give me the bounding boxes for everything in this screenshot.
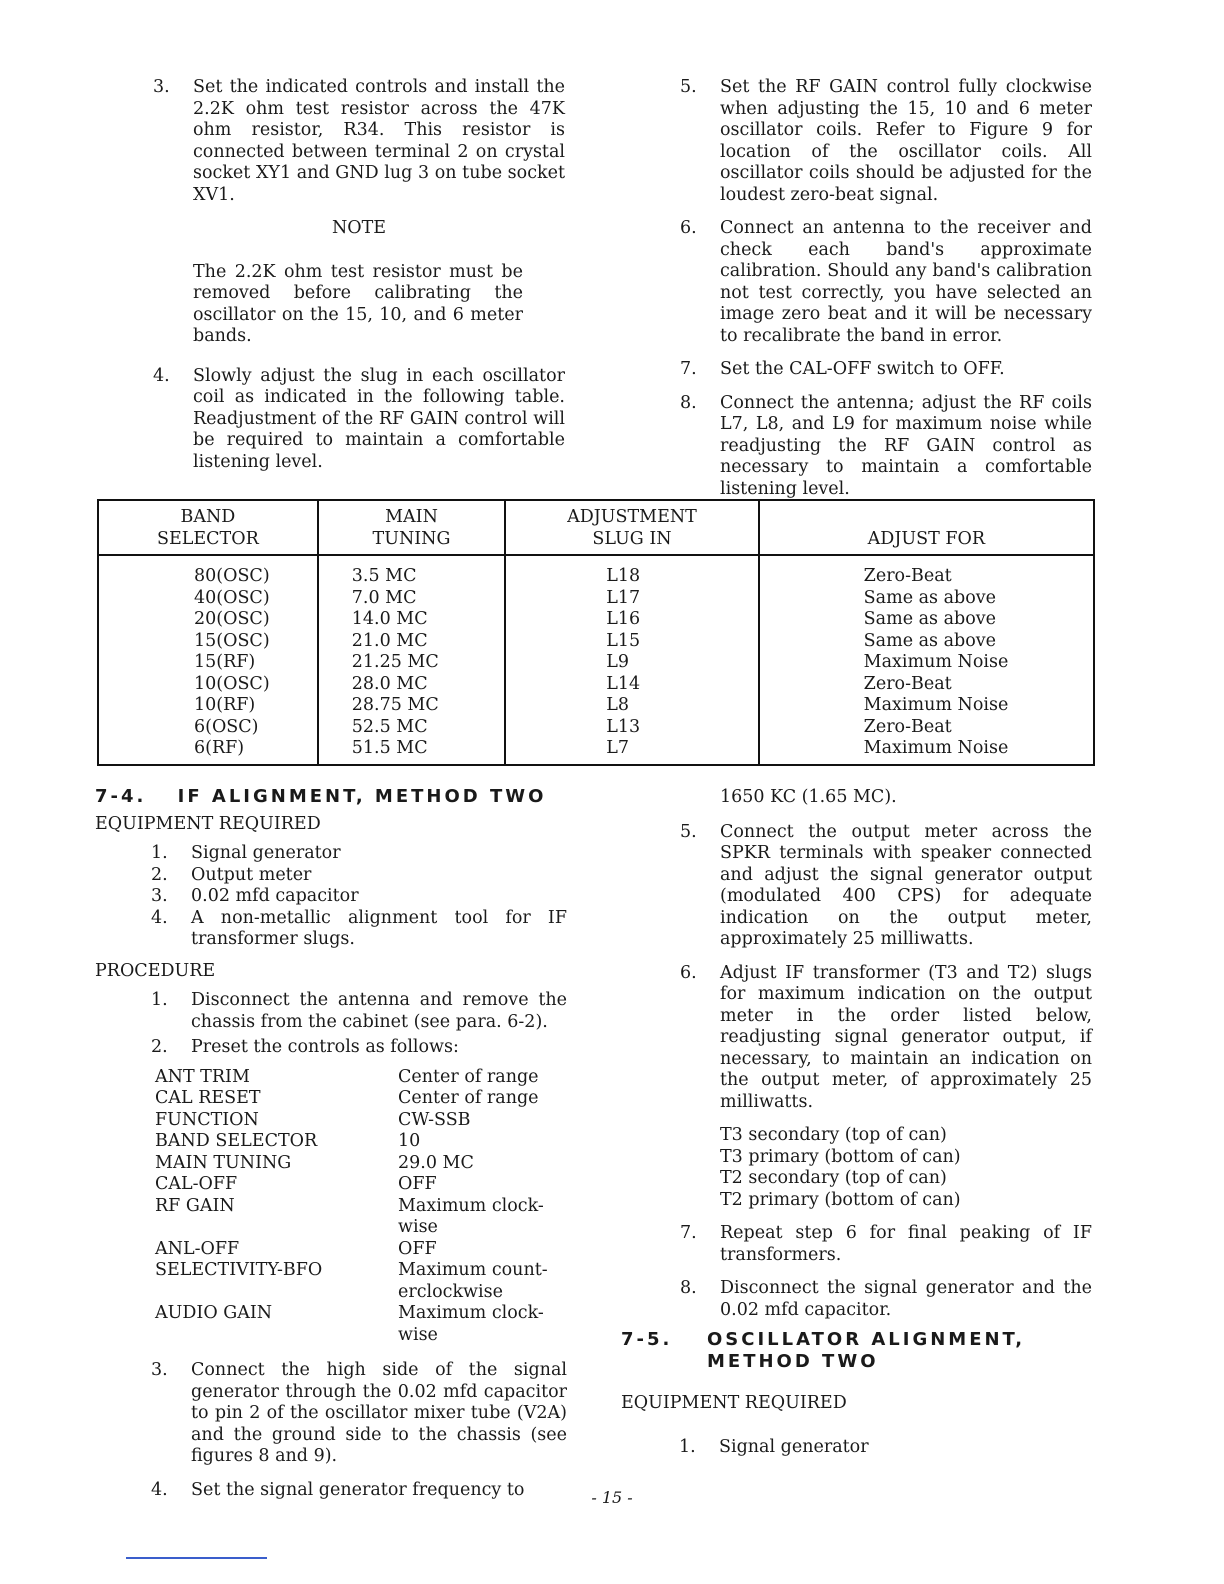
- item-number: 5.: [680, 77, 697, 97]
- procedure-list: [151, 990, 567, 1501]
- cell-band: 10(RF): [194, 695, 256, 715]
- cell-tuning: 28.75 MC: [318, 695, 505, 717]
- item-number: 1.: [679, 1436, 696, 1457]
- cell-slug: L14: [505, 674, 758, 696]
- note-text: The 2.2K ohm test resistor must be removed before calibrating the oscillator on the 15, 10, and 6 meter bands.: [193, 261, 523, 346]
- setting-control: FUNCTION: [155, 1109, 259, 1130]
- header-band-selector: BAND SELECTOR: [98, 500, 318, 555]
- setting-value: OFF: [398, 1174, 437, 1194]
- section-title: OSCILLATOR ALIGNMENT,: [707, 1329, 1026, 1350]
- list-item: T2 primary (bottom of can): [720, 1189, 961, 1210]
- list-item: [680, 359, 1092, 381]
- cell-slug: L17: [505, 588, 758, 610]
- cell-adjust-for: Same as above: [759, 631, 1094, 653]
- item-text: Adjust IF transformer (T3 and T2) slugs for maximum indication on the output meter in the order listed below, readjusting signal generator output, if necessary, to maintain an indication on the output meter, of approximately 25 milliwatts.: [720, 962, 1092, 1112]
- item-text: A non-metallic alignment tool for IF transformer slugs.: [191, 907, 567, 949]
- cell-tuning: 14.0 MC: [318, 609, 505, 631]
- setting-control: BAND SELECTOR: [155, 1131, 318, 1151]
- cell-adjust-for: Zero-Beat: [759, 717, 1094, 739]
- setting-row: [155, 1088, 567, 1110]
- item-number: 3.: [153, 77, 170, 97]
- table-row: [98, 588, 1094, 610]
- table-row: [98, 609, 1094, 631]
- cell-slug: L16: [505, 609, 758, 631]
- cell-slug: L13: [505, 717, 758, 739]
- list-item: [680, 1223, 1092, 1266]
- item-text: Preset the controls as follows:: [191, 1037, 459, 1057]
- list-item: [151, 886, 567, 908]
- item-number: 7.: [680, 1223, 697, 1243]
- item-number: 2.: [151, 1037, 168, 1057]
- cell-adjust-for: Same as above: [759, 588, 1094, 610]
- table-header-row: [98, 500, 1094, 555]
- cell-tuning: 7.0 MC: [318, 588, 505, 610]
- equipment-label: EQUIPMENT REQUIRED: [621, 1393, 847, 1413]
- list-item: [151, 1360, 567, 1468]
- section-7-5: [621, 1329, 1091, 1470]
- setting-value: CW-SSB: [398, 1109, 471, 1130]
- item-text: Output meter: [191, 864, 312, 885]
- setting-value: 29.0 MC: [398, 1152, 474, 1173]
- item-number: 2.: [151, 864, 168, 885]
- setting-value: Maximum clock-wise: [398, 1195, 544, 1237]
- item-text: Connect an antenna to the receiver and check each band's approximate calibration. Should any band's calibration not test correctly, you have selected an image zero beat and it will be necessary to recalibrate the band in error.: [720, 218, 1092, 346]
- list-item: [151, 908, 567, 951]
- list-item: [151, 865, 567, 887]
- list-item: [680, 1278, 1092, 1321]
- cell-slug: L18: [505, 555, 758, 588]
- note-heading: NOTE: [331, 218, 387, 238]
- right-column-top: [680, 77, 1092, 512]
- setting-row: [155, 1153, 567, 1175]
- item-number: 1.: [151, 990, 168, 1010]
- cell-adjust-for: Maximum Noise: [759, 738, 1094, 765]
- item-text: Signal generator: [191, 843, 341, 863]
- setting-control: RF GAIN: [155, 1195, 235, 1216]
- table-row: [98, 738, 1094, 765]
- table-row: [98, 652, 1094, 674]
- setting-control: CAL RESET: [155, 1088, 261, 1108]
- item-number: 3.: [151, 1360, 168, 1380]
- cell-adjust-for: Zero-Beat: [759, 555, 1094, 588]
- cell-band: 40(OSC): [194, 587, 270, 608]
- setting-control: AUDIO GAIN: [155, 1303, 273, 1323]
- setting-value: 10: [398, 1131, 421, 1151]
- item-number: 8.: [680, 392, 697, 413]
- setting-row: [155, 1260, 567, 1303]
- item-text: Set the RF GAIN control fully clockwise when adjusting the 15, 10 and 6 meter oscillator coils. Refer to Figure 9 for location of the oscillator coils. All oscillator coils should be adjusted for the loudest zero-beat signal.: [720, 77, 1092, 205]
- item-text: Disconnect the signal generator and the 0.02 mfd capacitor.: [720, 1278, 1092, 1320]
- section-number: 7-5.: [621, 1329, 673, 1350]
- list-item: T2 secondary (top of can): [720, 1168, 947, 1188]
- item-number: 6.: [680, 962, 697, 983]
- setting-row: [155, 1131, 567, 1153]
- list-item: [680, 393, 1092, 501]
- section-heading-7-5: [621, 1329, 1091, 1373]
- cell-adjust-for: Same as above: [759, 609, 1094, 631]
- section-heading-7-4: [95, 786, 567, 808]
- equipment-label: EQUIPMENT REQUIRED: [95, 813, 321, 834]
- list-item: [680, 963, 1092, 1114]
- item-number: 1.: [151, 843, 168, 863]
- table-row: [98, 631, 1094, 653]
- item-text: Connect the high side of the signal generator through the 0.02 mfd capacitor to pin 2 of the oscillator mixer tube (V2A) and the ground side to the chassis (see figures 8 and 9).: [191, 1360, 567, 1466]
- list-item: [680, 218, 1092, 347]
- item-text: Set the indicated controls and install the 2.2K ohm test resistor across the 47K ohm resistor, R34. This resistor is connected between terminal 2 on crystal socket XY1 and GND lug 3 on tube socket XV1.: [193, 77, 565, 205]
- item-number: 4.: [153, 365, 170, 386]
- list-item: [153, 366, 565, 474]
- item-number: 3.: [151, 886, 168, 906]
- item-number: 5.: [680, 821, 697, 842]
- cell-slug: L7: [505, 738, 758, 765]
- list-item: [151, 1037, 567, 1059]
- list-item: [151, 843, 567, 865]
- header-main-tuning: MAIN TUNING: [318, 500, 505, 555]
- cell-slug: L8: [505, 695, 758, 717]
- cell-tuning: 21.25 MC: [318, 652, 505, 674]
- list-item: [680, 822, 1092, 951]
- right-column-bottom: [680, 787, 1092, 1333]
- left-column-bottom: [95, 786, 567, 1513]
- cell-adjust-for: Maximum Noise: [759, 695, 1094, 717]
- list-item: [151, 990, 567, 1033]
- cell-tuning: 3.5 MC: [318, 555, 505, 588]
- header-adjustment-slug: ADJUSTMENT SLUG IN: [505, 500, 758, 555]
- cell-tuning: 21.0 MC: [318, 631, 505, 653]
- setting-row: [155, 1067, 567, 1089]
- cell-band: 80(OSC): [194, 566, 270, 586]
- cell-tuning: 52.5 MC: [318, 717, 505, 739]
- header-adjust-for: ADJUST FOR: [759, 500, 1094, 555]
- list-item: T3 primary (bottom of can): [720, 1146, 961, 1167]
- cell-adjust-for: Zero-Beat: [759, 674, 1094, 696]
- list-item: [680, 77, 1092, 206]
- cell-slug: L9: [505, 652, 758, 674]
- page-number: - 15 -: [591, 1488, 633, 1507]
- item-text: Set the CAL-OFF switch to OFF.: [720, 359, 1005, 379]
- cell-band: 6(RF): [194, 738, 245, 758]
- item-number: 4.: [151, 907, 168, 928]
- section-title: IF ALIGNMENT, METHOD TWO: [177, 786, 547, 807]
- control-settings-list: [155, 1067, 567, 1347]
- cell-band: 20(OSC): [194, 609, 270, 629]
- setting-row: [155, 1303, 567, 1346]
- setting-value: Maximum count-erclockwise: [398, 1260, 548, 1302]
- cell-band: 15(RF): [194, 652, 256, 672]
- setting-value: Maximum clock-wise: [398, 1303, 544, 1345]
- procedure-label: PROCEDURE: [95, 960, 216, 981]
- transformer-order-list: [720, 1125, 1092, 1211]
- item-number: 8.: [680, 1278, 697, 1298]
- item-text: Repeat step 6 for final peaking of IF transformers.: [720, 1223, 1092, 1265]
- setting-value: Center of range: [398, 1066, 539, 1087]
- cell-band: 15(OSC): [194, 630, 270, 651]
- setting-control: MAIN TUNING: [155, 1152, 292, 1173]
- cell-tuning: 28.0 MC: [318, 674, 505, 696]
- footer-rule: [126, 1557, 267, 1559]
- setting-row: [155, 1174, 567, 1196]
- table-row: [98, 695, 1094, 717]
- setting-control: ANT TRIM: [155, 1066, 250, 1087]
- continued-text: 1650 KC (1.65 MC).: [720, 787, 897, 807]
- item-text: Signal generator: [719, 1436, 869, 1457]
- setting-row: [155, 1196, 567, 1239]
- section-title-line2: METHOD TWO: [707, 1351, 879, 1372]
- setting-row: [155, 1110, 567, 1132]
- setting-value: OFF: [398, 1238, 437, 1259]
- list-item: [679, 1437, 1091, 1459]
- list-item: [153, 77, 565, 206]
- item-number: 4.: [151, 1479, 168, 1500]
- left-column-top: [153, 77, 565, 485]
- item-text: Set the signal generator frequency to: [191, 1479, 525, 1500]
- cell-band: 10(OSC): [194, 673, 270, 694]
- oscillator-adjustment-table: [97, 499, 1095, 766]
- table-row: [98, 674, 1094, 696]
- equipment-list: [151, 843, 567, 951]
- cell-slug: L15: [505, 631, 758, 653]
- setting-control: CAL-OFF: [155, 1174, 238, 1194]
- item-text: Connect the output meter across the SPKR terminals with speaker connected and adjust the signal generator output (modulated 400 CPS) for adequate indication on the output meter, approximately 25 milliwatts.: [720, 821, 1092, 949]
- cell-adjust-for: Maximum Noise: [759, 652, 1094, 674]
- item-text: Disconnect the antenna and remove the chassis from the cabinet (see para. 6-2).: [191, 990, 567, 1032]
- item-number: 7.: [680, 359, 697, 379]
- setting-control: SELECTIVITY-BFO: [155, 1260, 323, 1280]
- table-row: [98, 717, 1094, 739]
- item-text: Connect the antenna; adjust the RF coils L7, L8, and L9 for maximum noise while readjusting the RF GAIN control as necessary to maintain a comfortable listening level.: [720, 392, 1092, 499]
- item-number: 6.: [680, 218, 697, 238]
- list-item: T3 secondary (top of can): [720, 1125, 947, 1145]
- section-number: 7-4.: [95, 786, 147, 807]
- cell-tuning: 51.5 MC: [318, 738, 505, 765]
- setting-control: ANL-OFF: [155, 1238, 240, 1259]
- table-row: [98, 555, 1094, 588]
- setting-row: [155, 1239, 567, 1261]
- setting-value: Center of range: [398, 1088, 539, 1108]
- item-text: 0.02 mfd capacitor: [191, 886, 359, 906]
- item-text: Slowly adjust the slug in each oscillator coil as indicated in the following table. Readjustment of the RF GAIN control will be required to maintain a comfortable listening level.: [193, 365, 565, 472]
- cell-band: 6(OSC): [194, 716, 259, 737]
